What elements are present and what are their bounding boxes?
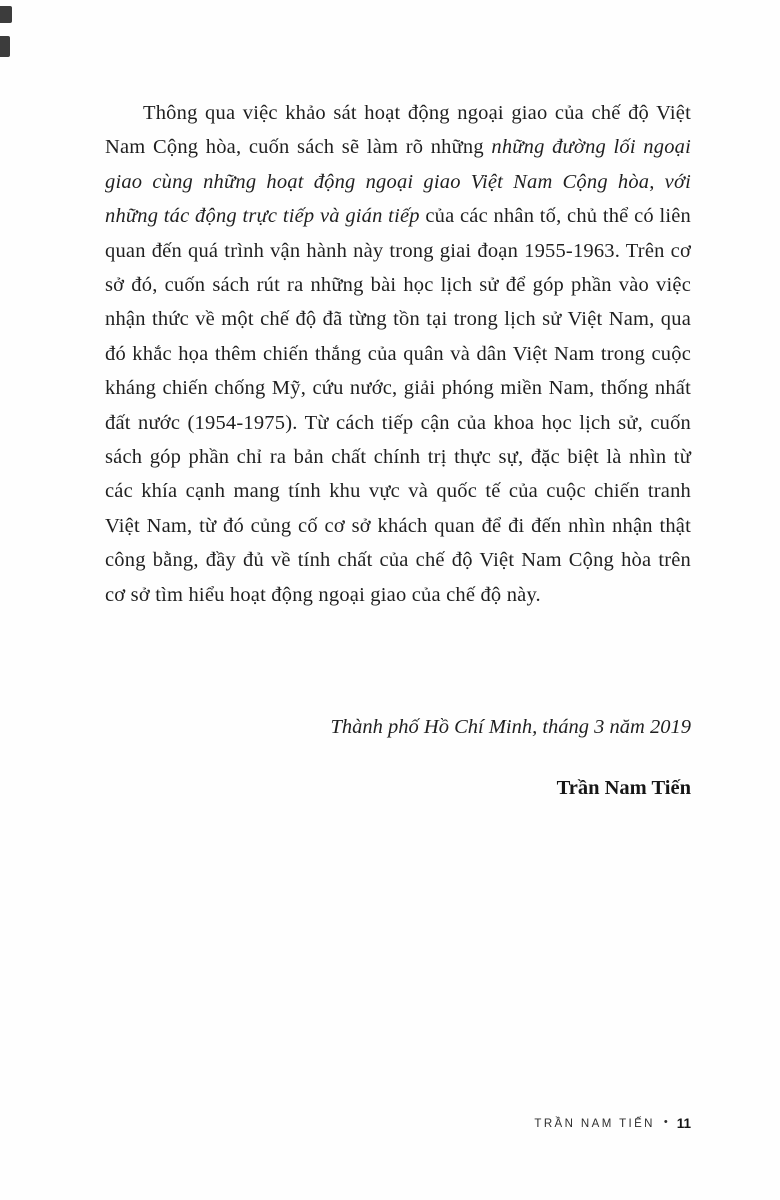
paragraph-italic-emphasis: những đường lối ngoại giao cùng những hoạt động ngoại giao Việt Nam Cộng hòa, với những tác động trực tiếp và gián tiếp [105, 136, 691, 228]
intro-paragraph [105, 96, 691, 612]
paragraph-lead-text: Thông qua việc khảo sát hoạt động ngoại giao của chế độ Việt Nam Cộng hòa, cuốn sách sẽ làm rõ những [105, 102, 691, 159]
footer-separator: • [663, 1116, 668, 1128]
scan-mark-top [0, 6, 12, 23]
page-number: 11 [676, 1116, 691, 1131]
running-title: TRẦN NAM TIẾN [534, 1117, 655, 1130]
author-name: Trần Nam Tiến [556, 777, 691, 799]
scan-mark-second [0, 36, 10, 57]
dateline: Thành phố Hồ Chí Minh, tháng 3 năm 2019 [330, 716, 691, 738]
page-footer [534, 1116, 691, 1131]
paragraph-rest-text: của các nhân tố, chủ thể có liên quan đến quá trình vận hành này trong giai đoạn 1955-1963. Trên cơ sở đó, cuốn sách rút ra những bài học lịch sử để góp phần vào việc nhận thức về một chế độ đã từng tồn tại trong lịch sử Việt Nam, qua đó khắc họa thêm chiến thắng của quân và dân Việt Nam trong cuộc kháng chiến chống Mỹ, cứu nước, giải phóng miền Nam, thống nhất đất nước (1954-1975). Từ cách tiếp cận của khoa học lịch sử, cuốn sách góp phần chỉ ra bản chất chính trị thực sự, đặc biệt là nhìn từ các khía cạnh mang tính khu vực và quốc tế của cuộc chiến tranh Việt Nam, từ đó củng cố cơ sở khách quan để đi đến nhìn nhận thật công bằng, đầy đủ về tính chất của chế độ Việt Nam Cộng hòa trên cơ sở tìm hiểu hoạt động ngoại giao của chế độ này. [105, 205, 691, 606]
